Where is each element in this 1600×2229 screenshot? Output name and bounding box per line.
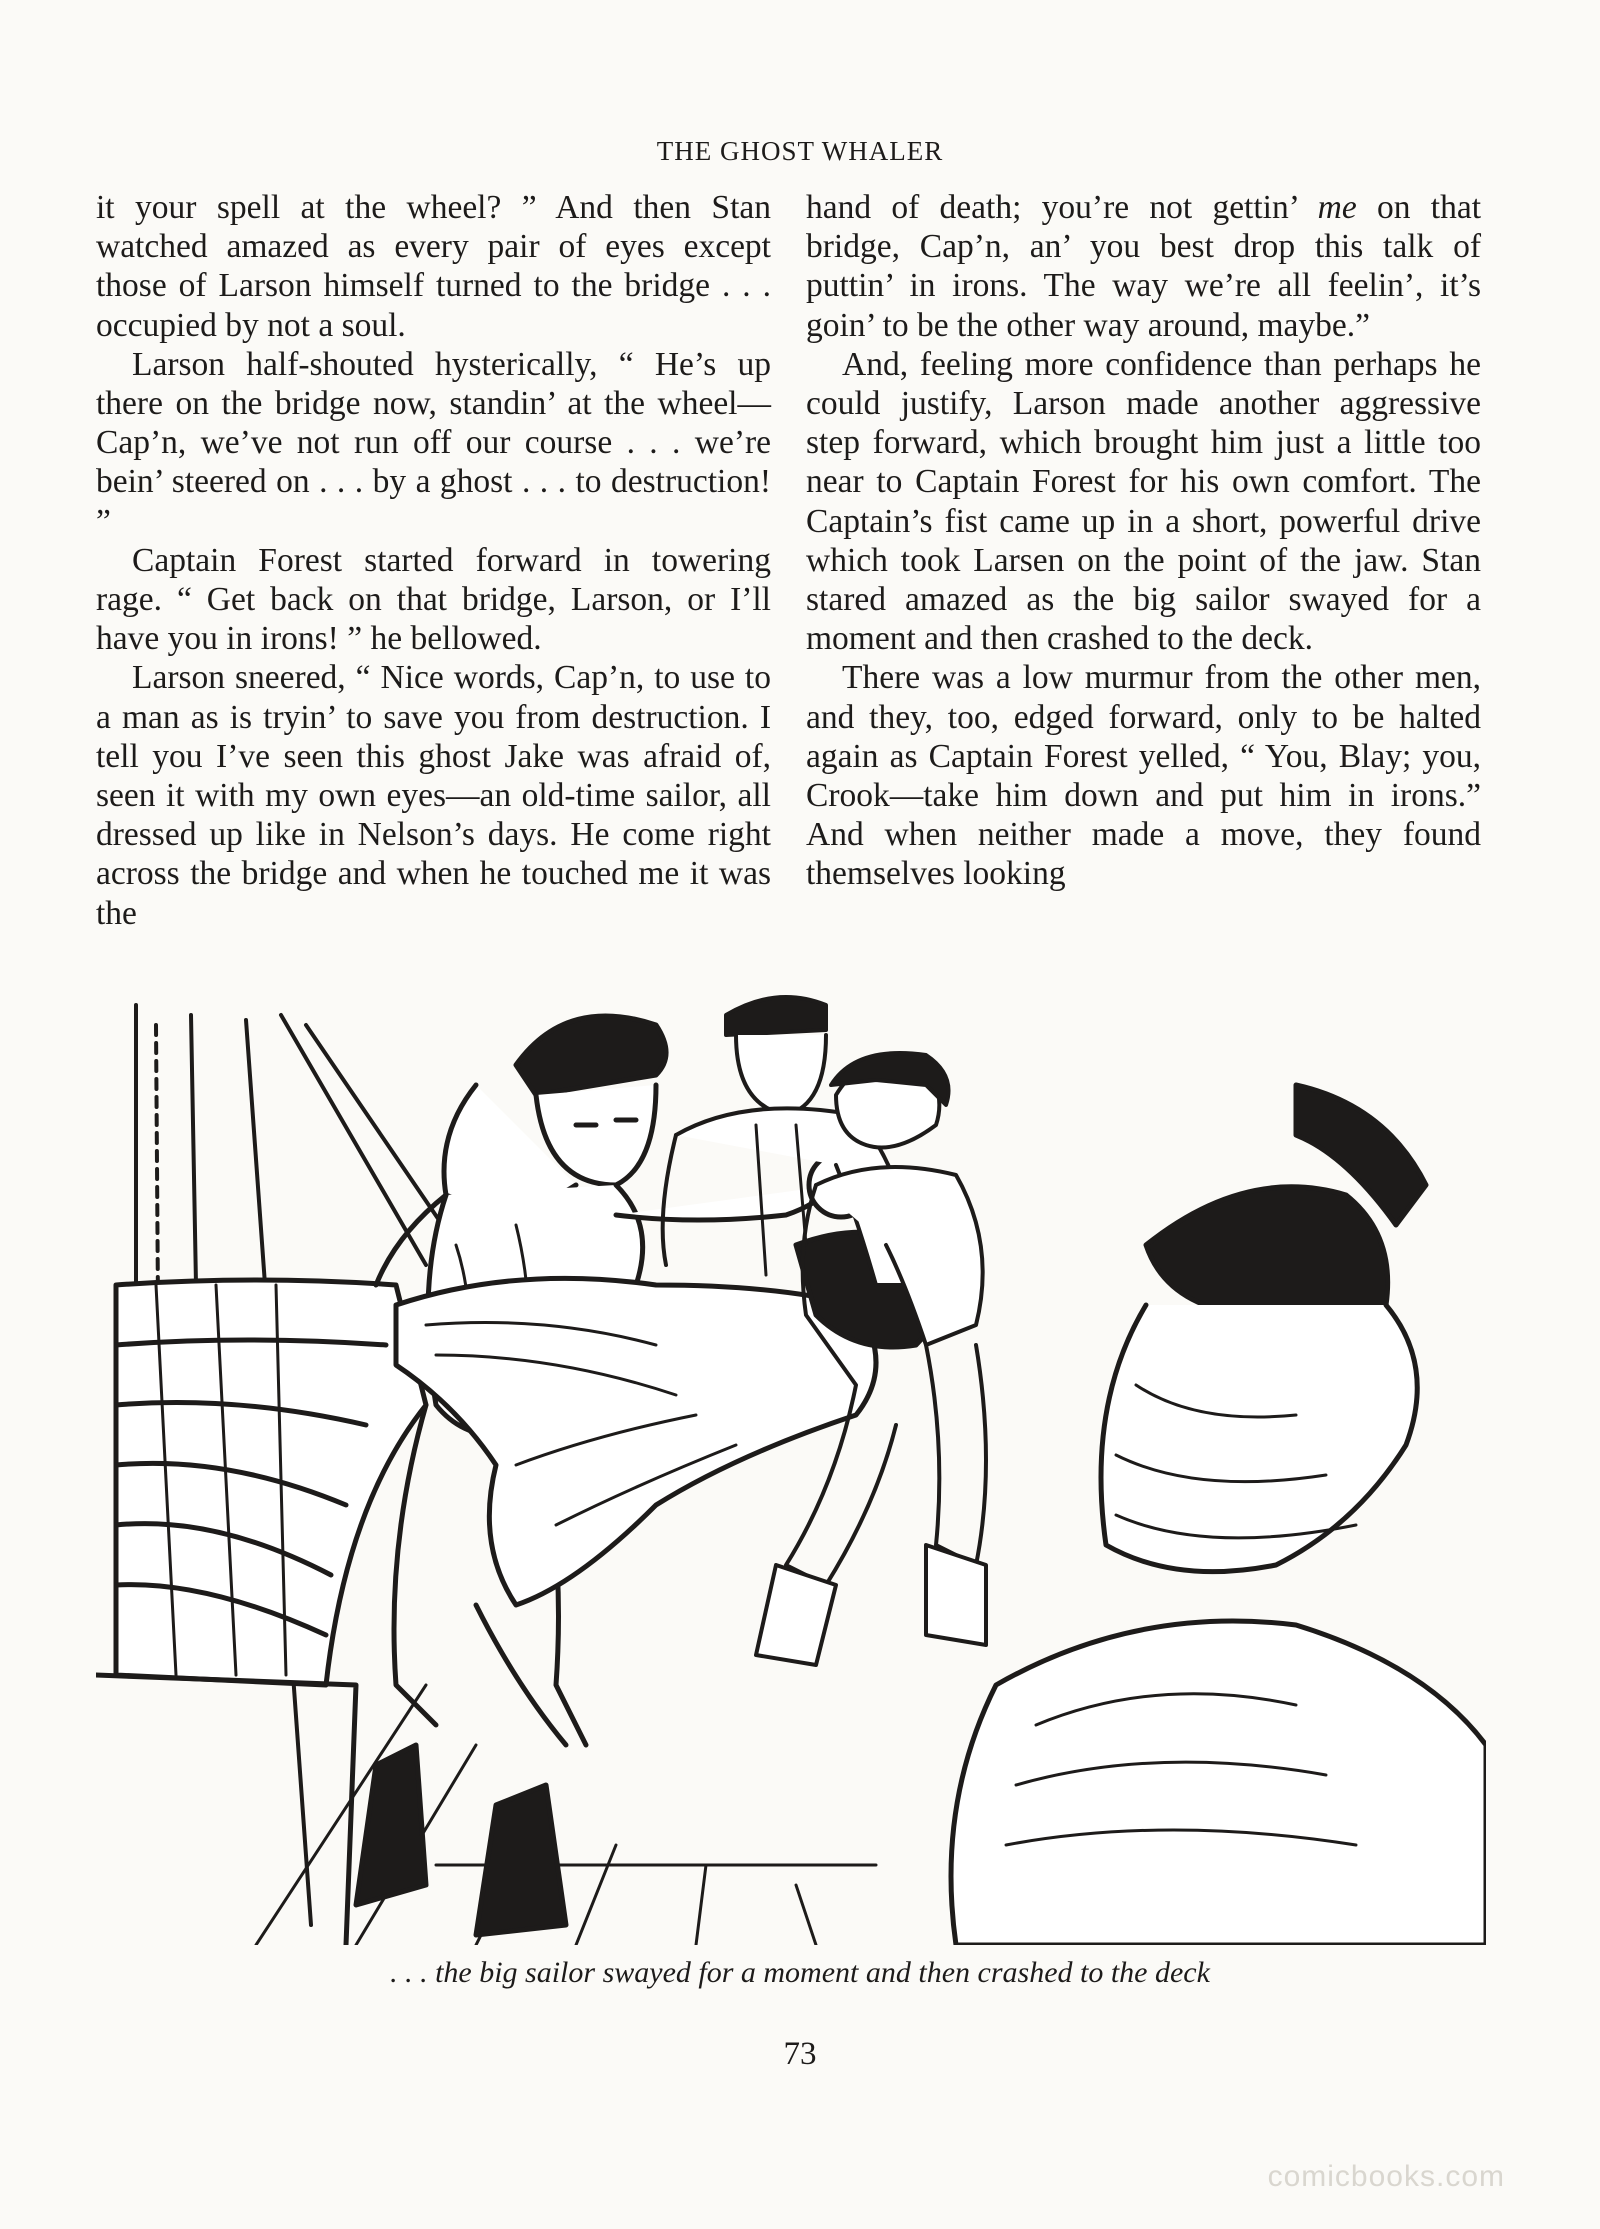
paragraph: it your spell at the wheel? ” And then Stan watched amazed as every pair of eyes except those of Larson himself turned to the bridge . . . occupied by not a soul. — [96, 189, 771, 344]
seated-sailor-figure — [951, 1085, 1486, 1945]
paragraph — [806, 188, 1481, 345]
deck-fight-illustration — [96, 985, 1486, 1945]
right-text-column — [806, 188, 1481, 894]
emphasis-text: me — [1317, 189, 1357, 226]
paragraph: Larson half-shouted hysterically, “ He’s up there on the bridge now, standin’ at the wheel—Cap’n, we’ve not run off our course . . . we’re bein’ steered on . . . by a ghost . . . to destruction! ” — [96, 345, 771, 540]
text-run: on that bridge, Cap’n, an’ you best drop this talk of puttin’ in irons. The way we’re all feelin’, it’s goin’ to be the other way around, maybe.” — [806, 189, 1481, 344]
paragraph: Larson sneered, “ Nice words, Cap’n, to use to a man as is tryin’ to save you from destruction. I tell you I’ve seen this ghost Jake was afraid of, seen it with my own eyes—an old-time sailor, all dressed up like in Nelson’s days. He come right across the bridge and when he touched me it was the — [96, 659, 771, 932]
falling-sailor-figure — [396, 1232, 943, 1745]
site-watermark: comicbooks.com — [1267, 2160, 1505, 2193]
paragraph: And, feeling more confidence than perhaps he could justify, Larson made another aggressive step forward, which brought him just a little too near to Captain Forest for his own comfort. The Captain’s fist came up in a short, powerful drive which took Larsen on the point of the jaw. Stan stared amazed as the big sailor swayed for a moment and then crashed to the deck. — [806, 345, 1481, 658]
paragraph: Captain Forest started forward in towering rage. “ Get back on that bridge, Larson, or I’ll have you in irons! ” he bellowed. — [96, 541, 771, 658]
running-head: THE GHOST WHALER — [656, 136, 944, 166]
illustration-caption: . . . the big sailor swayed for a moment and then crashed to the deck — [390, 1956, 1210, 1989]
text-run: hand of death; you’re not gettin’ — [806, 189, 1318, 226]
paragraph: There was a low murmur from the other men, and they, too, edged forward, only to be halted again as Captain Forest yelled, “ You, Blay; you, Crook—take him down and put him in irons.” And when neither made a move, they found themselves looking — [806, 659, 1481, 893]
page-number: 73 — [783, 2036, 817, 2072]
left-text-column — [96, 188, 771, 933]
